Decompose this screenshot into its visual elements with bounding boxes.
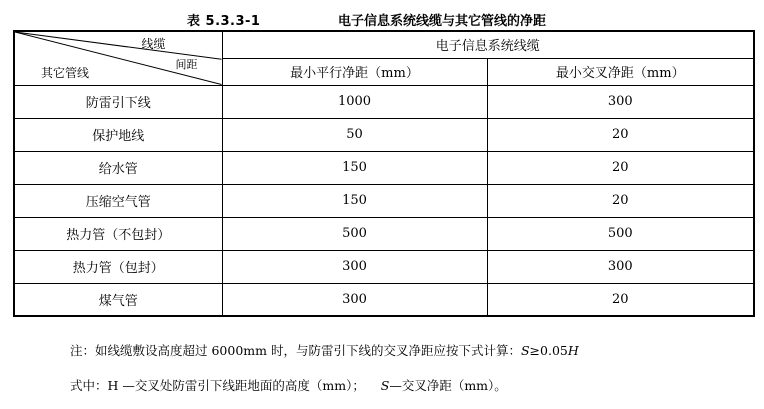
- clearance-table: [13, 30, 755, 317]
- table-row: [14, 250, 754, 283]
- row-parallel-value: 50: [222, 118, 487, 151]
- corner-label-cable: 线缆: [141, 37, 166, 51]
- formula-h: H: [567, 343, 579, 358]
- row-name: 煤气管: [14, 283, 222, 316]
- formula-s: S: [520, 343, 530, 358]
- row-parallel-value: 150: [222, 151, 487, 184]
- note-formula: [70, 341, 579, 359]
- corner-label-other-pipes: 其它管线: [41, 65, 90, 80]
- row-cross-value: 20: [487, 283, 754, 316]
- definition-s-symbol: S: [380, 378, 390, 393]
- row-parallel-value: 1000: [222, 85, 487, 118]
- row-parallel-value: 500: [222, 217, 487, 250]
- note-definitions: [70, 376, 507, 394]
- row-name: 热力管（包封）: [14, 250, 222, 283]
- row-name: 热力管（不包封）: [14, 217, 222, 250]
- row-cross-value: 500: [487, 217, 754, 250]
- table-title: 电子信息系统线缆与其它管线的净距: [338, 14, 547, 29]
- definition-s: —交叉净距（mm）。: [389, 378, 507, 393]
- table-row: [14, 151, 754, 184]
- column-header-cross: 最小交叉净距（mm）: [487, 58, 754, 85]
- row-parallel-value: 150: [222, 184, 487, 217]
- corner-label-spacing: 间距: [175, 58, 198, 71]
- row-name: 压缩空气管: [14, 184, 222, 217]
- row-parallel-value: 300: [222, 283, 487, 316]
- row-cross-value: 300: [487, 250, 754, 283]
- table-row: [14, 118, 754, 151]
- group-header: 电子信息系统线缆: [222, 31, 754, 58]
- row-cross-value: 20: [487, 151, 754, 184]
- table-row: [14, 283, 754, 316]
- column-header-parallel: 最小平行净距（mm）: [222, 58, 487, 85]
- row-name: 防雷引下线: [14, 85, 222, 118]
- table-row: [14, 217, 754, 250]
- row-cross-value: 20: [487, 118, 754, 151]
- note-text: 注：如线缆敷设高度超过 6000mm 时，与防雷引下线的交叉净距应按下式计算：: [70, 343, 521, 358]
- row-name: 给水管: [14, 151, 222, 184]
- table-number: 表 5.3.3-1: [187, 14, 261, 29]
- table-row: [14, 85, 754, 118]
- definition-h: 式中：H —交叉处防雷引下线距地面的高度（mm）；: [70, 378, 365, 393]
- row-name: 保护地线: [14, 118, 222, 151]
- formula-operator: ≥0.05: [529, 343, 568, 358]
- corner-header-cell: [14, 31, 222, 85]
- row-cross-value: 300: [487, 85, 754, 118]
- row-cross-value: 20: [487, 184, 754, 217]
- table-row: [14, 184, 754, 217]
- row-parallel-value: 300: [222, 250, 487, 283]
- table-caption: [0, 8, 764, 30]
